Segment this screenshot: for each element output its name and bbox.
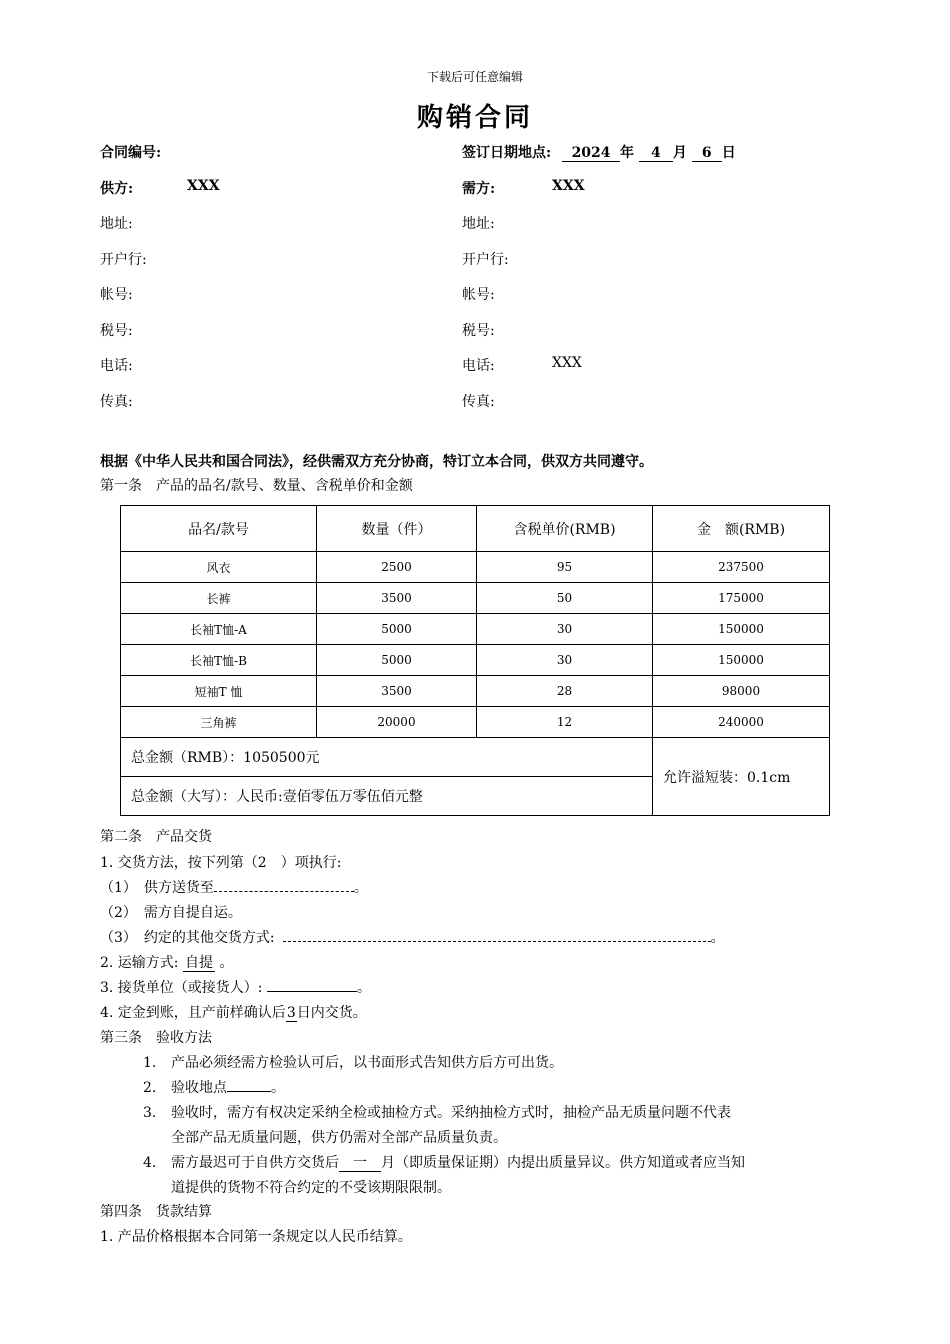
inspection-place-blank bbox=[227, 1091, 271, 1092]
transport-end: 。 bbox=[219, 955, 234, 971]
opt1-period: 。 bbox=[353, 880, 368, 896]
supplier-account-label: 帐号: bbox=[100, 287, 133, 303]
product-table bbox=[120, 505, 830, 816]
cell-name: 长袖T恤-A bbox=[121, 614, 317, 645]
cell-amount: 175000 bbox=[653, 583, 830, 614]
year-value: 2024 bbox=[562, 145, 620, 162]
article3-item4 bbox=[143, 1152, 745, 1172]
buyer-tax-label: 税号: bbox=[462, 323, 495, 339]
item-text: 产品必须经需方检验认可后，以书面形式告知供方后方可出货。 bbox=[171, 1055, 563, 1071]
buyer-name: XXX bbox=[552, 178, 585, 194]
day-value: 6 bbox=[692, 145, 722, 162]
header-amount: 金 额(RMB) bbox=[653, 506, 830, 552]
preamble: 根据《中华人民共和国合同法》，经供需双方充分协商，特订立本合同，供双方共同遵守。 bbox=[100, 454, 653, 470]
opt3-period: 。 bbox=[710, 930, 725, 946]
supplier-tax-label: 税号: bbox=[100, 323, 133, 339]
months-value: 一 bbox=[339, 1155, 381, 1172]
cell-name: 三角裤 bbox=[121, 707, 317, 738]
cell-price: 28 bbox=[477, 676, 653, 707]
opt3-blank bbox=[283, 931, 711, 942]
item-num: 4. bbox=[143, 1155, 157, 1171]
supplier-label: 供方: bbox=[100, 181, 134, 197]
article2-item1: 1. 交货方法，按下列第（2 ）项执行: bbox=[100, 855, 342, 871]
item-text: 需方最迟可于自供方交货后 bbox=[171, 1155, 339, 1171]
article3-item1 bbox=[143, 1052, 563, 1072]
cell-name: 短袖T 恤 bbox=[121, 676, 317, 707]
month-unit: 月 bbox=[672, 145, 687, 161]
table-header-row bbox=[121, 506, 830, 552]
item4-days: 3 bbox=[286, 1005, 296, 1021]
buyer-account-label: 帐号: bbox=[462, 287, 495, 303]
cell-qty: 2500 bbox=[317, 552, 477, 583]
total-rmb-row bbox=[121, 738, 830, 777]
transport-label: 2. 运输方式: bbox=[100, 955, 179, 971]
article2-opt1 bbox=[100, 877, 368, 897]
buyer-address-label: 地址: bbox=[462, 216, 495, 232]
item-text: 验收时，需方有权决定采纳全检或抽检方式。采纳抽检方式时，抽检产品无质量问题不代表 bbox=[171, 1105, 731, 1121]
receiver-blank bbox=[267, 991, 357, 992]
contract-no-label: 合同编号: bbox=[100, 145, 162, 161]
cell-price: 50 bbox=[477, 583, 653, 614]
transport-value: 自提 bbox=[184, 955, 213, 971]
supplier-name: XXX bbox=[187, 178, 220, 194]
buyer-label: 需方: bbox=[462, 181, 496, 197]
item-num: 1. bbox=[143, 1055, 157, 1071]
cell-qty: 5000 bbox=[317, 614, 477, 645]
article4-item1: 1. 产品价格根据本合同第一条规定以人民币结算。 bbox=[100, 1229, 412, 1245]
opt3-text: （3） 约定的其他交货方式: bbox=[100, 930, 275, 946]
item4-post: 日内交货。 bbox=[296, 1005, 367, 1021]
article3-item3 bbox=[143, 1102, 731, 1122]
item-text: 验收地点 bbox=[171, 1080, 227, 1096]
allowance: 允许溢短装：0.1cm bbox=[653, 738, 830, 816]
month-value: 4 bbox=[639, 145, 673, 162]
article4-title: 第四条 货款结算 bbox=[100, 1204, 212, 1220]
item-text-b: 月（即质量保证期）内提出质量异议。供方知道或者应当知 bbox=[381, 1155, 745, 1171]
article2-opt2: （2） 需方自提自运。 bbox=[100, 905, 242, 921]
item-num: 3. bbox=[143, 1105, 157, 1121]
top-note: 下载后可任意编辑 bbox=[426, 70, 523, 84]
sign-date-label: 签订日期地点: bbox=[462, 145, 552, 161]
cell-amount: 98000 bbox=[653, 676, 830, 707]
article2-item4 bbox=[100, 1002, 367, 1022]
cell-name: 风衣 bbox=[121, 552, 317, 583]
article3-item2 bbox=[143, 1077, 285, 1097]
item-num: 2. bbox=[143, 1080, 157, 1096]
table-row bbox=[121, 583, 830, 614]
opt1-blank bbox=[214, 881, 354, 892]
cell-qty: 3500 bbox=[317, 583, 477, 614]
year-unit: 年 bbox=[620, 145, 635, 161]
header-price: 含税单价(RMB) bbox=[477, 506, 653, 552]
cell-qty: 5000 bbox=[317, 645, 477, 676]
article2-item3 bbox=[100, 977, 371, 997]
buyer-phone-value: XXX bbox=[552, 355, 582, 371]
header-qty: 数量（件） bbox=[317, 506, 477, 552]
article2-title: 第二条 产品交货 bbox=[100, 829, 212, 845]
total-caps: 总金额（大写）：人民币:壹佰零伍万零伍佰元整 bbox=[121, 777, 653, 816]
supplier-bank-label: 开户行: bbox=[100, 252, 147, 268]
receiver-label: 3. 接货单位（或接货人）: bbox=[100, 980, 263, 996]
buyer-phone-label: 电话: bbox=[462, 358, 495, 374]
day-unit: 日 bbox=[721, 145, 736, 161]
cell-price: 30 bbox=[477, 645, 653, 676]
article2-item2 bbox=[100, 952, 233, 972]
cell-price: 12 bbox=[477, 707, 653, 738]
article3-item4-cont: 道提供的货物不符合约定的不受该期限限制。 bbox=[171, 1180, 451, 1196]
table-row bbox=[121, 707, 830, 738]
table-row bbox=[121, 645, 830, 676]
cell-price: 30 bbox=[477, 614, 653, 645]
article3-item3-cont: 全部产品无质量问题，供方仍需对全部产品质量负责。 bbox=[171, 1130, 507, 1146]
cell-name: 长裤 bbox=[121, 583, 317, 614]
supplier-phone-label: 电话: bbox=[100, 358, 133, 374]
item4-pre: 4. 定金到账，且产前样确认后 bbox=[100, 1005, 286, 1021]
cell-qty: 3500 bbox=[317, 676, 477, 707]
cell-amount: 240000 bbox=[653, 707, 830, 738]
cell-name: 长袖T恤-B bbox=[121, 645, 317, 676]
total-rmb: 总金额（RMB）：1050500元 bbox=[121, 738, 653, 777]
article2-opt3 bbox=[100, 927, 725, 947]
cell-amount: 150000 bbox=[653, 614, 830, 645]
article1-title: 第一条 产品的品名/款号、数量、含税单价和金额 bbox=[100, 478, 413, 494]
article3-title: 第三条 验收方法 bbox=[100, 1030, 212, 1046]
opt1-text: （1） 供方送货至 bbox=[100, 880, 214, 896]
cell-qty: 20000 bbox=[317, 707, 477, 738]
buyer-fax-label: 传真: bbox=[462, 394, 495, 410]
buyer-bank-label: 开户行: bbox=[462, 252, 509, 268]
cell-amount: 150000 bbox=[653, 645, 830, 676]
page-title: 购销合同 bbox=[416, 103, 533, 133]
table-row bbox=[121, 676, 830, 707]
cell-amount: 237500 bbox=[653, 552, 830, 583]
supplier-fax-label: 传真: bbox=[100, 394, 133, 410]
sign-date bbox=[462, 142, 736, 162]
item-end: 。 bbox=[271, 1080, 285, 1096]
header-name: 品名/款号 bbox=[121, 506, 317, 552]
supplier-address-label: 地址: bbox=[100, 216, 133, 232]
cell-price: 95 bbox=[477, 552, 653, 583]
table-row bbox=[121, 552, 830, 583]
table-row bbox=[121, 614, 830, 645]
receiver-period: 。 bbox=[356, 980, 371, 996]
